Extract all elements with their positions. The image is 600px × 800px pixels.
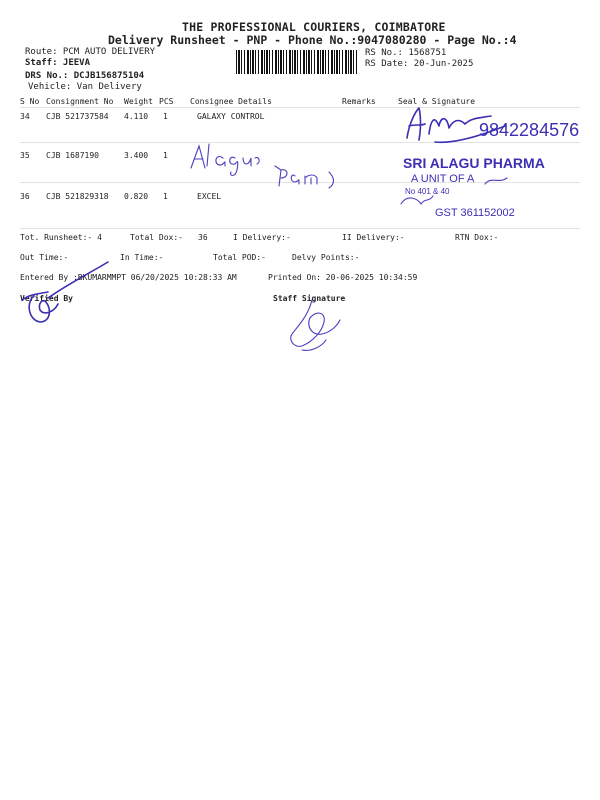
total-runsheet: Tot. Runsheet:- 4 [20, 233, 102, 242]
seal-stamp [395, 104, 585, 222]
divider [20, 228, 580, 229]
total-pod: Total POD:- [213, 253, 266, 262]
in-time: In Time:- [120, 253, 164, 262]
col-pcs: PCS [159, 97, 174, 106]
verified-by-label: Verified By [20, 294, 73, 303]
total-dox-value: 36 [198, 233, 208, 242]
entered-by: Entered By :BKUMARMMPT 06/20/2025 10:28:33 AM [20, 273, 237, 282]
row-sno: 35 [20, 151, 30, 160]
col-seal-signature: Seal & Signature [398, 97, 476, 106]
vehicle-label: Vehicle: Van Delivery [28, 82, 142, 92]
row-weight: 3.400 [124, 151, 149, 160]
staff-label: Staff: JEEVA [25, 58, 91, 68]
total-dox-label: Total Dox:- [130, 233, 183, 242]
col-sno: S No [20, 97, 40, 106]
row-pcs: 1 [163, 151, 168, 160]
route-label: Route: PCM AUTO DELIVERY [25, 47, 156, 57]
page-title: Delivery Runsheet - PNP - Phone No.:9047080280 - Page No.:4 [108, 33, 517, 47]
delvy-points: Delvy Points:- [292, 253, 360, 262]
col-weight: Weight [124, 97, 153, 106]
staff-signature [282, 296, 352, 356]
printed-on: Printed On: 20-06-2025 10:34:59 [268, 273, 418, 282]
row-consignment: CJB 521829318 [46, 192, 109, 201]
handwritten-consignee [185, 140, 365, 192]
row-consignee: EXCEL [197, 192, 222, 201]
rs-number: RS No.: 1568751 [365, 48, 447, 58]
row-pcs: 1 [163, 192, 168, 201]
i-delivery: I Delivery:- [233, 233, 291, 242]
col-remarks: Remarks [342, 97, 376, 106]
verified-signature [18, 258, 118, 328]
stamp-unit: A UNIT OF A [411, 173, 475, 185]
row-weight: 4.110 [124, 112, 149, 121]
col-consignment: Consignment No [46, 97, 114, 106]
company-name: THE PROFESSIONAL COURIERS, COIMBATORE [182, 20, 446, 34]
row-sno: 34 [20, 112, 30, 121]
stamp-line3: No 401 & 40 [405, 187, 450, 196]
row-weight: 0.820 [124, 192, 149, 201]
stamp-name: SRI ALAGU PHARMA [403, 155, 545, 171]
rs-date: RS Date: 20-Jun-2025 [365, 59, 474, 69]
row-consignee: GALAXY CONTROL [197, 112, 265, 121]
stamp-phone: 9842284576 [479, 120, 580, 140]
drs-number: DRS No.: DCJB156875104 [25, 71, 145, 81]
row-sno: 36 [20, 192, 30, 201]
col-consignee: Consignee Details [190, 97, 272, 106]
staff-signature-label: Staff Signature [273, 294, 346, 303]
row-consignment: CJB 521737584 [46, 112, 109, 121]
ii-delivery: II Delivery:- [342, 233, 405, 242]
rtn-dox: RTN Dox:- [455, 233, 499, 242]
stamp-gst: GST 361152002 [435, 207, 515, 219]
row-pcs: 1 [163, 112, 168, 121]
out-time: Out Time:- [20, 253, 69, 262]
barcode [236, 50, 358, 74]
row-consignment: CJB 1687190 [46, 151, 99, 160]
